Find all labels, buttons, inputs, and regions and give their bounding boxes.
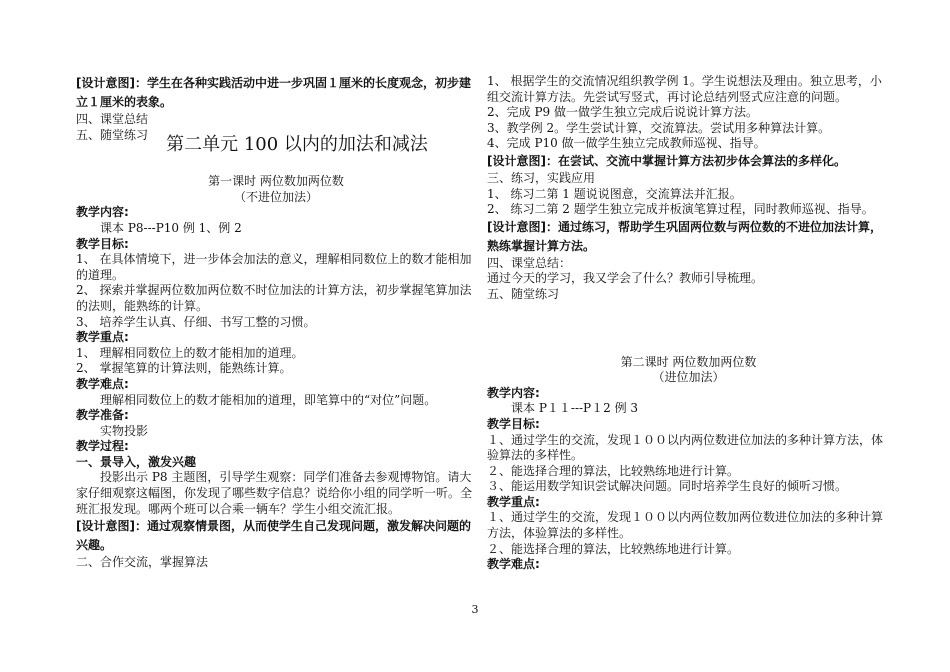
difficulty-heading-2: 教学难点: [487,557,540,572]
key-heading-2: 教学重点: [487,494,540,509]
process-heading: 教学过程: [76,439,129,454]
page-number: 3 [471,603,479,616]
content-text-2: 课本 P１１---P１2 例 3 [511,401,639,416]
difficulty-heading: 教学难点: [76,376,129,391]
summary-text: 通过今天的学习，我又学会了什么？教师引导梳理。 [487,271,764,286]
section-summary-2: 四、课堂总结： [487,255,572,270]
lesson2-title: 第二课时 两位数加两位数 [620,354,757,369]
key2-item-2: ２、能选择合理的算法，比较熟练地进行计算。 [487,541,740,556]
goal-item-1: 1、 在具体情境下，进一步体会加法的意义，理解相同数位上的数才能相加的道理。 [76,252,472,282]
right-column [487,74,890,573]
design-intent-4: [设计意图]：通过练习，帮助学生巩固两位数与两位数的不进位加法计算，熟练掌握计算方法。 [487,219,882,253]
process-item-4: 4、完成 P10 做一做学生独立完成教师巡视、指导。 [487,136,766,151]
left-column [76,74,476,571]
design-intent-1: [设计意图]：学生在各种实践活动中进一步巩固１厘米的长度观念，初步建立１厘米的表象。 [76,76,471,109]
step-1-text: 投影出示 P8 主题图，引导学生观察：同学们准备去参观博物馆。请大家仔细观察这幅图，你发现了哪些数字信息？说给你小组的同学听一听。全班汇报发现。哪两个班可以合乘一辆车？学生小组交流汇报。 [76,470,473,516]
section-exercise: 三、练习，实践应用 [487,170,596,185]
exercise-item-1: 1、 练习二第 1 题说说图意，交流算法并汇报。 [487,186,742,201]
lesson1-subtitle: （不进位加法） [233,189,318,204]
process-item-2: 2、完成 P9 做一做学生独立完成后说说计算方法。 [487,105,758,120]
exercise-item-2: 2、 练习二第 2 题学生独立完成并板演笔算过程，同时教师巡视、指导。 [487,202,874,217]
process-item-1: 1、 根据学生的交流情况组织教学例 1。学生说想法及理由。独立思考，小组交流计算方法。先尝试写竖式，再讨论总结列竖式应注意的问题。 [487,74,882,104]
content-heading: 教学内容: [76,205,129,220]
goal-item-2: 2、 探索并掌握两位数加两位数不时位加法的计算方法，初步掌握笔算加法的法则，能熟练的计算。 [76,283,472,313]
preparation-heading: 教学准备: [76,408,129,423]
section-summary: 四、课堂总结 [76,112,149,126]
key-heading: 教学重点: [76,330,129,345]
lesson2-subtitle: （进位加法） [652,370,725,385]
design-intent-2: [设计意图]：通过观察情景图，从而使学生自己发现问题，激发解决问题的兴趣。 [76,519,471,553]
goal2-item-3: ３、能运用数学知识尝试解决问题。同时培养学生良好的倾听习惯。 [487,479,848,494]
goal2-item-2: ２、能选择合理的算法，比较熟练地进行计算。 [487,463,740,478]
key2-item-1: １、通过学生的交流，发现１００以内两位数加两位数进位加法的多种计算方法，体验算法的多样性。 [487,510,884,541]
preparation-text: 实物投影 [100,423,149,438]
goal-heading: 教学目标: [76,236,129,251]
section-practice: 五、随堂练习 [76,127,149,142]
goal-item-3: 3、 培养学生认真、仔细、书写工整的习惯。 [76,314,316,329]
goal2-item-1: １、通过学生的交流，发现１００以内两位数进位加法的多种计算方法，体验算法的多样性。 [487,432,884,463]
lesson1-title: 第一课时 两位数加两位数 [208,174,344,189]
content-text: 课本 P8---P10 例 1、例 2 [100,220,242,235]
process-item-3: 3、教学例 2。学生尝试计算，交流算法。尝试用多种算法计算。 [487,120,831,135]
goal-heading-2: 教学目标: [487,416,540,431]
step-1-heading: 一、景导入，激发兴趣 [76,454,197,469]
section-practice-2: 五、随堂练习 [487,286,560,301]
content-heading-2: 教学内容: [487,385,540,400]
key-item-2: 2、 掌握笔算的计算法则，能熟练计算。 [76,361,292,376]
step-2-heading: 二、合作交流，掌握算法 [76,555,209,570]
difficulty-text: 理解相同数位上的数才能相加的道理，即笔算中的“对位”问题。 [100,392,437,407]
design-intent-3: [设计意图]：在尝试、交流中掌握计算方法初步体会算法的多样化。 [487,153,846,168]
unit-title: 第二单元 100 以内的加法和减法 [166,134,428,156]
key-item-1: 1、 理解相同数位上的数才能相加的道理。 [76,345,304,360]
